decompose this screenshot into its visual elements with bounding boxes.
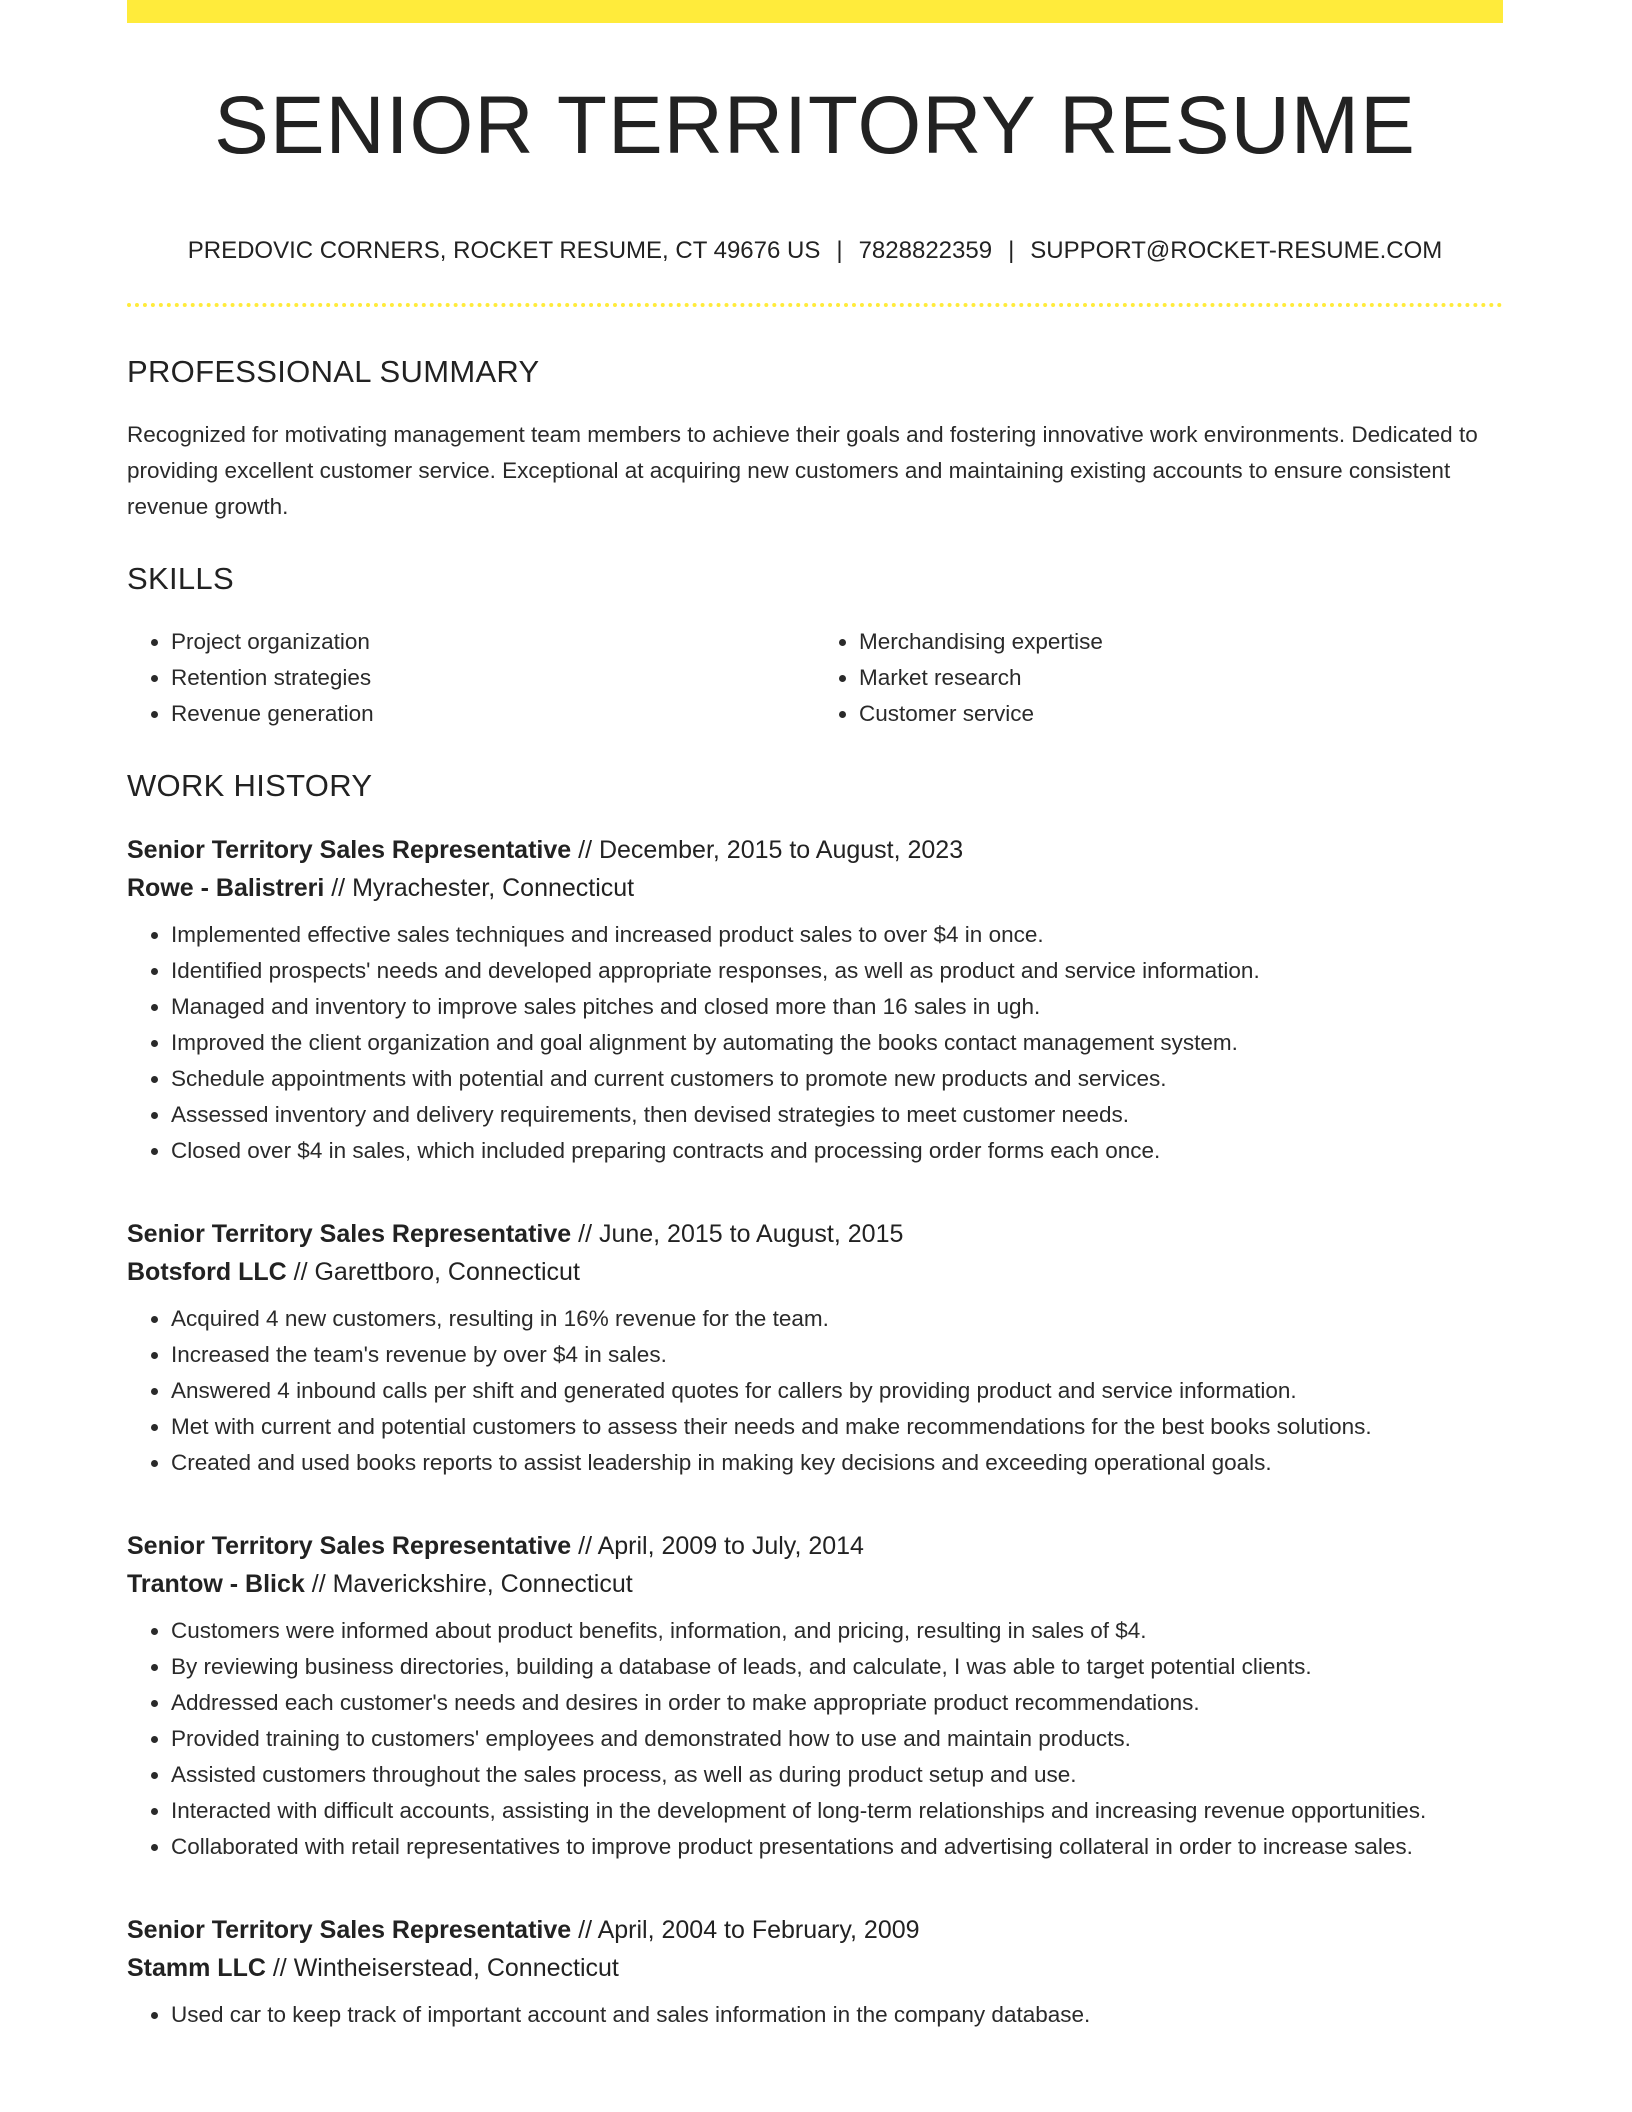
job-bullet: • Managed and inventory to improve sales pitches and closed more than 16 sales in ugh. <box>171 989 1503 1025</box>
contact-phone: 7828822359 <box>858 237 993 264</box>
skill-item: • Project organization <box>171 624 815 660</box>
job-bullet: • Closed over $4 in sales, which included preparing contracts and processing order forms each once. <box>171 1133 1503 1169</box>
job-entry <box>127 1911 1503 2033</box>
job-bullets <box>127 1613 1503 1865</box>
job-dates: // December, 2015 to August, 2023 <box>571 836 964 864</box>
job-dates: // April, 2009 to July, 2014 <box>571 1532 864 1560</box>
resume-page <box>127 0 1503 2033</box>
job-entry <box>127 1527 1503 1865</box>
skill-item: • Retention strategies <box>171 660 815 696</box>
job-bullet: • Assessed inventory and delivery requirements, then devised strategies to meet customer needs. <box>171 1097 1503 1133</box>
summary-text: Recognized for motivating management team members to achieve their goals and fostering innovative work environments. Dedicated to providing excellent customer service. Exceptional at acquiring new customers and maintaining existing accounts to ensure consistent revenue growth. <box>127 422 1478 519</box>
skills-list <box>127 624 1503 732</box>
skills-column-left <box>127 624 815 732</box>
job-dates: // April, 2004 to February, 2009 <box>571 1916 920 1944</box>
job-bullets <box>127 917 1503 1169</box>
job-role: Senior Territory Sales Representative <box>127 1532 572 1560</box>
job-location: // Garettboro, Connecticut <box>286 1258 580 1286</box>
job-company-line <box>127 1949 1503 1987</box>
job-company-line <box>127 1253 1503 1291</box>
job-role-line <box>127 1215 1503 1253</box>
job-bullet: • Provided training to customers' employees and demonstrated how to use and maintain products. <box>171 1721 1503 1757</box>
job-bullet: • By reviewing business directories, building a database of leads, and calculate, I was able to target potential clients. <box>171 1649 1503 1685</box>
job-location: // Myrachester, Connecticut <box>324 874 635 902</box>
job-bullet: • Used car to keep track of important account and sales information in the company database. <box>171 1997 1503 2033</box>
contact-separator: | <box>1008 237 1015 264</box>
skill-item: • Merchandising expertise <box>859 624 1503 660</box>
job-location: // Maverickshire, Connecticut <box>304 1570 633 1598</box>
skills-column-right <box>815 624 1503 732</box>
job-bullet: • Assisted customers throughout the sales process, as well as during product setup and use. <box>171 1757 1503 1793</box>
work-history-heading: WORK HISTORY <box>127 768 373 803</box>
job-company: Rowe - Balistreri <box>127 874 325 902</box>
skill-item: • Customer service <box>859 696 1503 732</box>
job-bullet: • Customers were informed about product benefits, information, and pricing, resulting in sales of $4. <box>171 1613 1503 1649</box>
job-entry <box>127 831 1503 1169</box>
job-bullet: • Improved the client organization and goal alignment by automating the books contact management system. <box>171 1025 1503 1061</box>
job-bullet: • Acquired 4 new customers, resulting in 16% revenue for the team. <box>171 1301 1503 1337</box>
job-bullets <box>127 1997 1503 2033</box>
job-entry <box>127 1215 1503 1481</box>
job-company: Botsford LLC <box>127 1258 287 1286</box>
job-company-line <box>127 1565 1503 1603</box>
job-role-line <box>127 1911 1503 1949</box>
contact-address: PREDOVIC CORNERS, ROCKET RESUME, CT 49676 US <box>187 237 821 264</box>
skills-heading: SKILLS <box>127 561 234 596</box>
job-company: Stamm LLC <box>127 1954 266 1982</box>
job-bullet: • Implemented effective sales techniques and increased product sales to over $4 in once. <box>171 917 1503 953</box>
skill-item: • Market research <box>859 660 1503 696</box>
job-company-line <box>127 869 1503 907</box>
job-location: // Wintheiserstead, Connecticut <box>265 1954 619 1982</box>
job-bullet: • Created and used books reports to assist leadership in making key decisions and exceeding operational goals. <box>171 1445 1503 1481</box>
contact-separator: | <box>836 237 843 264</box>
job-bullet: • Increased the team's revenue by over $4 in sales. <box>171 1337 1503 1373</box>
job-bullet: • Addressed each customer's needs and desires in order to make appropriate product recommendations. <box>171 1685 1503 1721</box>
job-role: Senior Territory Sales Representative <box>127 836 572 864</box>
job-bullet: • Schedule appointments with potential and current customers to promote new products and services. <box>171 1061 1503 1097</box>
job-company: Trantow - Blick <box>127 1570 305 1598</box>
job-role: Senior Territory Sales Representative <box>127 1916 572 1944</box>
header-divider <box>127 303 1503 307</box>
resume-name: SENIOR TERRITORY RESUME <box>214 80 1416 171</box>
skill-item: • Revenue generation <box>171 696 815 732</box>
job-dates: // June, 2015 to August, 2015 <box>571 1220 904 1248</box>
top-accent-bar <box>127 0 1503 23</box>
summary-heading: PROFESSIONAL SUMMARY <box>127 354 540 389</box>
job-bullets <box>127 1301 1503 1481</box>
job-role: Senior Territory Sales Representative <box>127 1220 572 1248</box>
job-bullet: • Answered 4 inbound calls per shift and generated quotes for callers by providing product and service information. <box>171 1373 1503 1409</box>
job-bullet: • Identified prospects' needs and developed appropriate responses, as well as product and service information. <box>171 953 1503 989</box>
job-bullet: • Interacted with difficult accounts, assisting in the development of long-term relationships and increasing revenue opportunities. <box>171 1793 1503 1829</box>
job-role-line <box>127 1527 1503 1565</box>
job-bullet: • Met with current and potential customers to assess their needs and make recommendations for the best books solutions. <box>171 1409 1503 1445</box>
contact-line <box>127 239 1503 263</box>
job-bullet: • Collaborated with retail representatives to improve product presentations and advertising collateral in order to increase sales. <box>171 1829 1503 1865</box>
job-role-line <box>127 831 1503 869</box>
contact-email: SUPPORT@ROCKET-RESUME.COM <box>1030 237 1443 264</box>
